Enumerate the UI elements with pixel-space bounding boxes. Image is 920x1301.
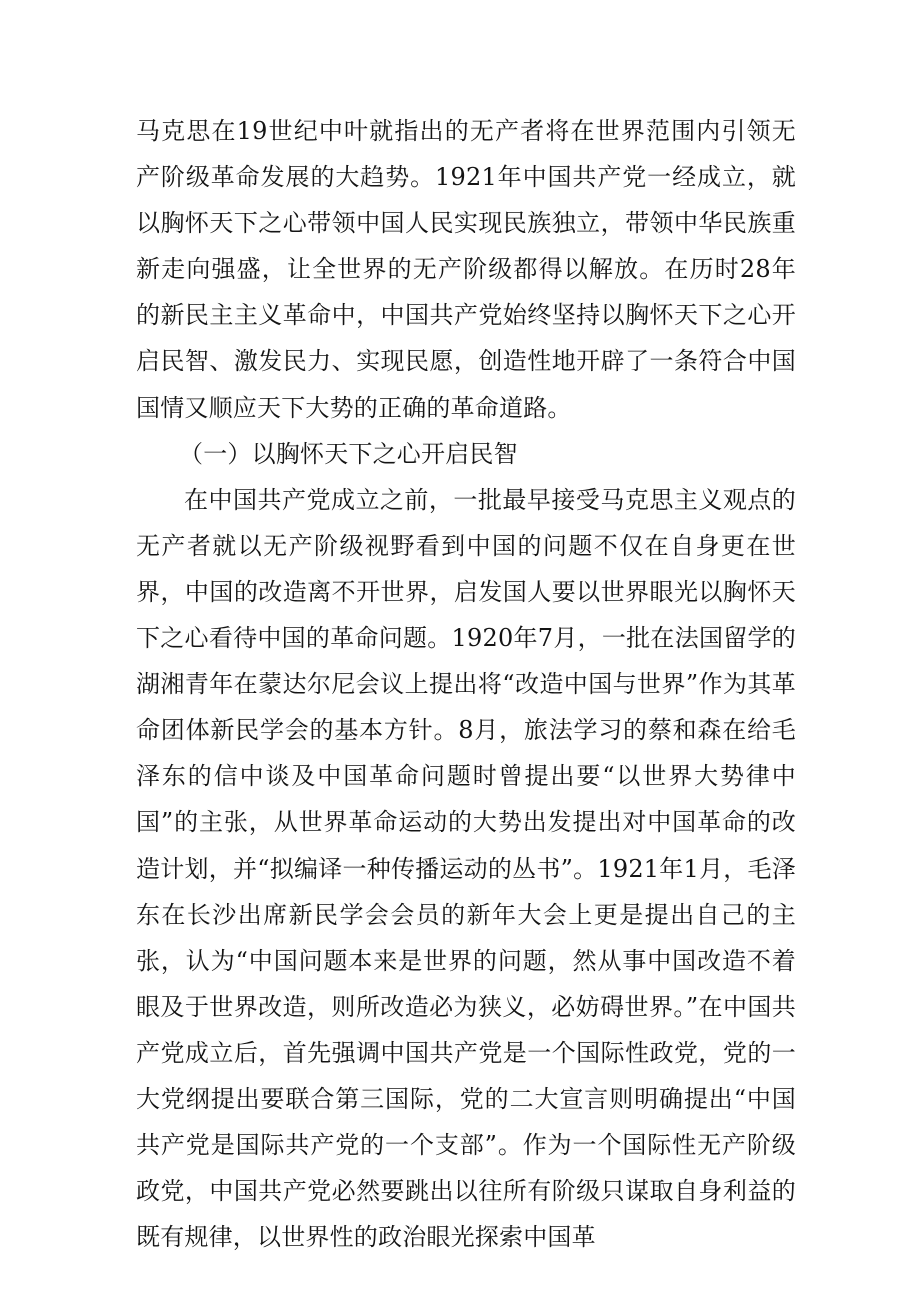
paragraph-continuation: 马克思在19世纪中叶就指出的无产者将在世界范围内引领无产阶级革命发展的大趋势。1921年中国共产党一经成立，就以胸怀天下之心带领中国人民实现民族独立，带领中华民族重新走向强盛，让全世界的无产阶级都得以解放。在历时28年的新民主主义革命中，中国共产党始终坚持以胸怀天下之心开启民智、激发民力、实现民愿，创造性地开辟了一条符合中国国情又顺应天下大势的正确的革命道路。 [136, 117, 796, 422]
document-body [136, 108, 796, 1260]
paragraph-body: 在中国共产党成立之前，一批最早接受马克思主义观点的无产者就以无产阶级视野看到中国的问题不仅在自身更在世界，中国的改造离不开世界，启发国人要以世界眼光以胸怀天下之心看待中国的革命问题。1920年7月，一批在法国留学的湖湘青年在蒙达尔尼会议上提出将“改造中国与世界”作为其革命团体新民学会的基本方针。8月，旅法学习的蔡和森在给毛泽东的信中谈及中国革命问题时曾提出要“以世界大势律中国”的主张，从世界革命运动的大势出发提出对中国革命的改造计划，并“拟编译一种传播运动的丛书”。1921年1月，毛泽东在长沙出席新民学会会员的新年大会上更是提出自己的主张，认为“中国问题本来是世界的问题，然从事中国改造不着眼及于世界改造，则所改造必为狭义，必妨碍世界。”在中国共产党成立后，首先强调中国共产党是一个国际性政党，党的一大党纲提出要联合第三国际，党的二大宣言则明确提出“中国共产党是国际共产党的一个支部”。作为一个国际性无产阶级政党，中国共产党必然要跳出以往所有阶级只谋取自身利益的既有规律，以世界性的政治眼光探索中国革 [136, 485, 796, 1252]
section-heading: （一）以胸怀天下之心开启民智 [179, 439, 518, 468]
